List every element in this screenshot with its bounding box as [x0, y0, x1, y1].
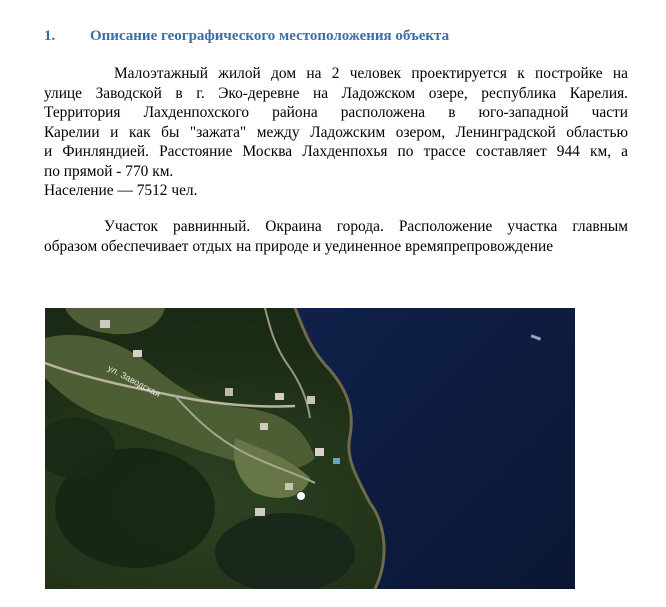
paragraph-site — [44, 217, 628, 256]
house — [133, 350, 142, 357]
paragraph-line: образом обеспечивает отдых на природе и уединенное времяпрепровождение — [44, 237, 554, 255]
paragraph-line: Население — 7512 чел. — [44, 182, 198, 199]
section-number: 1. — [44, 28, 56, 44]
road-label: ул. Заводская — [106, 362, 163, 400]
paragraph-line: по прямой - 770 км. — [44, 162, 174, 180]
paragraph-line: улице Заводской в г. Эко-деревне на Ладожском озере, республика Карелия. — [44, 84, 628, 102]
house — [260, 423, 268, 430]
section-title: Описание географического местоположения объекта — [90, 28, 450, 44]
house — [100, 320, 110, 328]
house — [255, 508, 265, 516]
section-heading — [44, 28, 449, 45]
satellite-map-svg — [45, 308, 575, 589]
house — [315, 448, 324, 456]
house — [333, 458, 340, 464]
paragraph-line: Карелии и как бы "зажата" между Ладожским озером, Ленинградской областью — [44, 123, 628, 141]
house — [285, 483, 293, 490]
paragraph-line: Малоэтажный жилой дом на 2 человек проектируется к постройке на — [114, 65, 628, 82]
house — [307, 396, 315, 404]
house — [275, 393, 284, 400]
location-pin-icon — [297, 492, 306, 501]
tree-cluster — [175, 318, 275, 378]
paragraph-location — [44, 64, 628, 201]
paragraph-line: и Финляндией. Расстояние Москва Лахденпохья по трассе составляет 944 км, а — [44, 143, 628, 160]
house — [225, 388, 233, 396]
satellite-map-image — [45, 308, 575, 589]
paragraph-line: Территория Лахденпохского района расположена в юго-западной части — [44, 104, 628, 121]
paragraph-line: Участок равнинный. Окраина города. Расположение участка главным — [104, 218, 628, 235]
